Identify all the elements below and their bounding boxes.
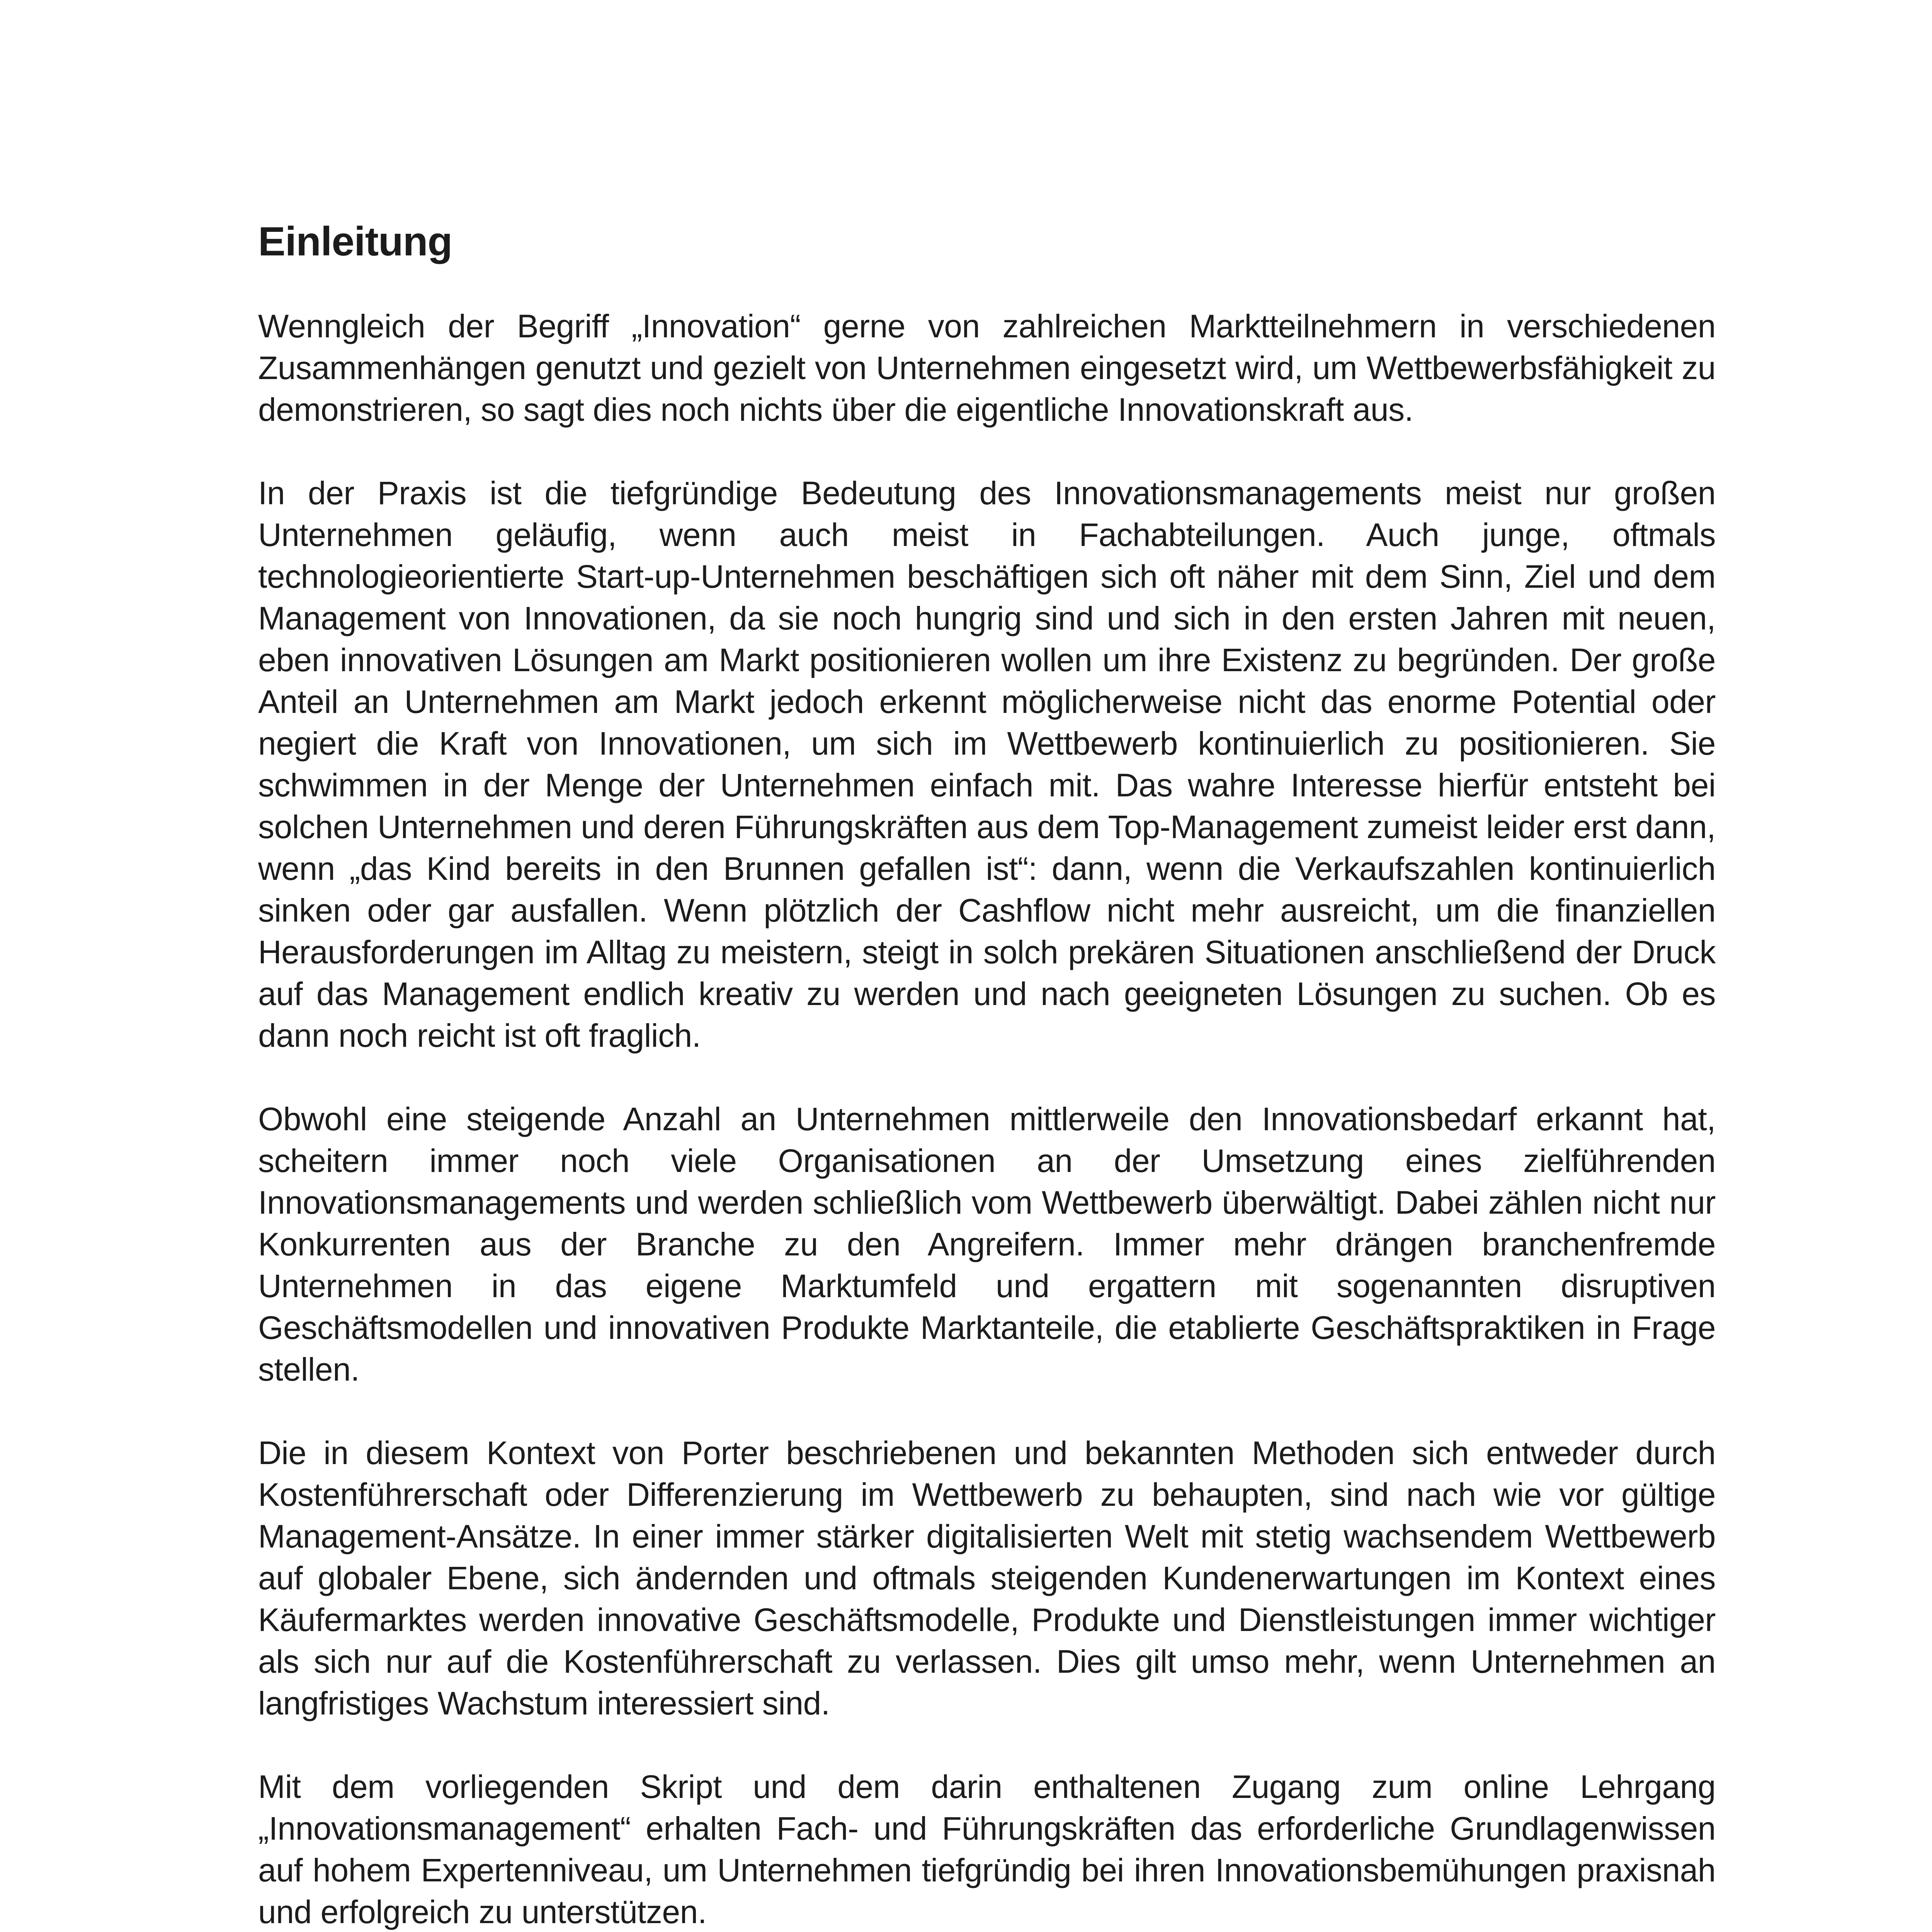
paragraph-practice: In der Praxis ist die tiefgründige Bedeutung des Innovationsmanagements meist nur großen Unternehmen geläufig, wenn auch meist in Fachabteilungen. Auch junge, oftmals technologieorientierte Start-up-Unternehmen beschäftigen sich oft näher mit dem Sinn, Ziel und dem Management von Innovationen, da sie noch hungrig sind und sich in den ersten Jahren mit neuen, eben innovativen Lösungen am Markt positionieren wollen um ihre Existenz zu begründen. Der große Anteil an Unternehmen am Markt jedoch erkennt möglicherweise nicht das enorme Potential oder negiert die Kraft von Innovationen, um sich im Wettbewerb kontinuierlich zu positionieren. Sie schwimmen in der Menge der Unternehmen einfach mit. Das wahre Interesse hierfür entsteht bei solchen Unternehmen und deren Führungskräften aus dem Top-Management zumeist leider erst dann, wenn „das Kind bereits in den Brunnen gefallen ist“: dann, wenn die Verkaufszahlen kontinuierlich sinken oder gar ausfallen. Wenn plötzlich der Cashflow nicht mehr ausreicht, um die finanziellen Herausforderungen im Alltag zu meistern, steigt in solch prekären Situationen anschließend der Druck auf das Management endlich kreativ zu werden und nach geeigneten Lösungen zu suchen. Ob es dann noch reicht ist oft fraglich. bbox=[258, 475, 1716, 1054]
page-title: Einleitung bbox=[258, 219, 452, 264]
paragraph-porter: Die in diesem Kontext von Porter beschriebenen und bekannten Methoden sich entweder durch Kostenführerschaft oder Differenzierung im Wettbewerb zu behaupten, sind nach wie vor gültige Management-Ansätze. In einer immer stärker digitalisierten Welt mit stetig wachsendem Wettbewerb auf globaler Ebene, sich ändernden und oftmals steigenden Kundenerwartungen im Kontext eines Käufermarktes werden innovative Geschäftsmodelle, Produkte und Dienstleistungen immer wichtiger als sich nur auf die Kostenführerschaft zu verlassen. Dies gilt umso mehr, wenn Unternehmen an langfristiges Wachstum interessiert sind. bbox=[258, 1435, 1716, 1721]
document-body bbox=[258, 216, 1716, 1932]
paragraph-intro: Wenngleich der Begriff „Innovation“ gerne von zahlreichen Marktteilnehmern in verschiedenen Zusammenhängen genutzt und gezielt von Unternehmen eingesetzt wird, um Wettbewerbsfähigkeit zu demonstrieren, so sagt dies noch nichts über die eigentliche Innovationskraft aus. bbox=[258, 308, 1716, 428]
paragraph-challenges: Obwohl eine steigende Anzahl an Unternehmen mittlerweile den Innovationsbedarf erkannt hat, scheitern immer noch viele Organisationen an der Umsetzung eines zielführenden Innovationsmanagements und werden schließlich vom Wettbewerb überwältigt. Dabei zählen nicht nur Konkurrenten aus der Branche zu den Angreifern. Immer mehr drängen branchenfremde Unternehmen in das eigene Marktumfeld und ergattern mit sogenannten disruptiven Geschäftsmodellen und innovativen Produkte Marktanteile, die etablierte Geschäftspraktiken in Frage stellen. bbox=[258, 1101, 1716, 1388]
paragraph-script-purpose: Mit dem vorliegenden Skript und dem darin enthaltenen Zugang zum online Lehrgang „Innovationsmanagement“ erhalten Fach- und Führungskräften das erforderliche Grundlagenwissen auf hohem Expertenniveau, um Unternehmen tiefgründig bei ihren Innovationsbemühungen praxisnah und erfolgreich zu unterstützen. bbox=[258, 1769, 1716, 1930]
